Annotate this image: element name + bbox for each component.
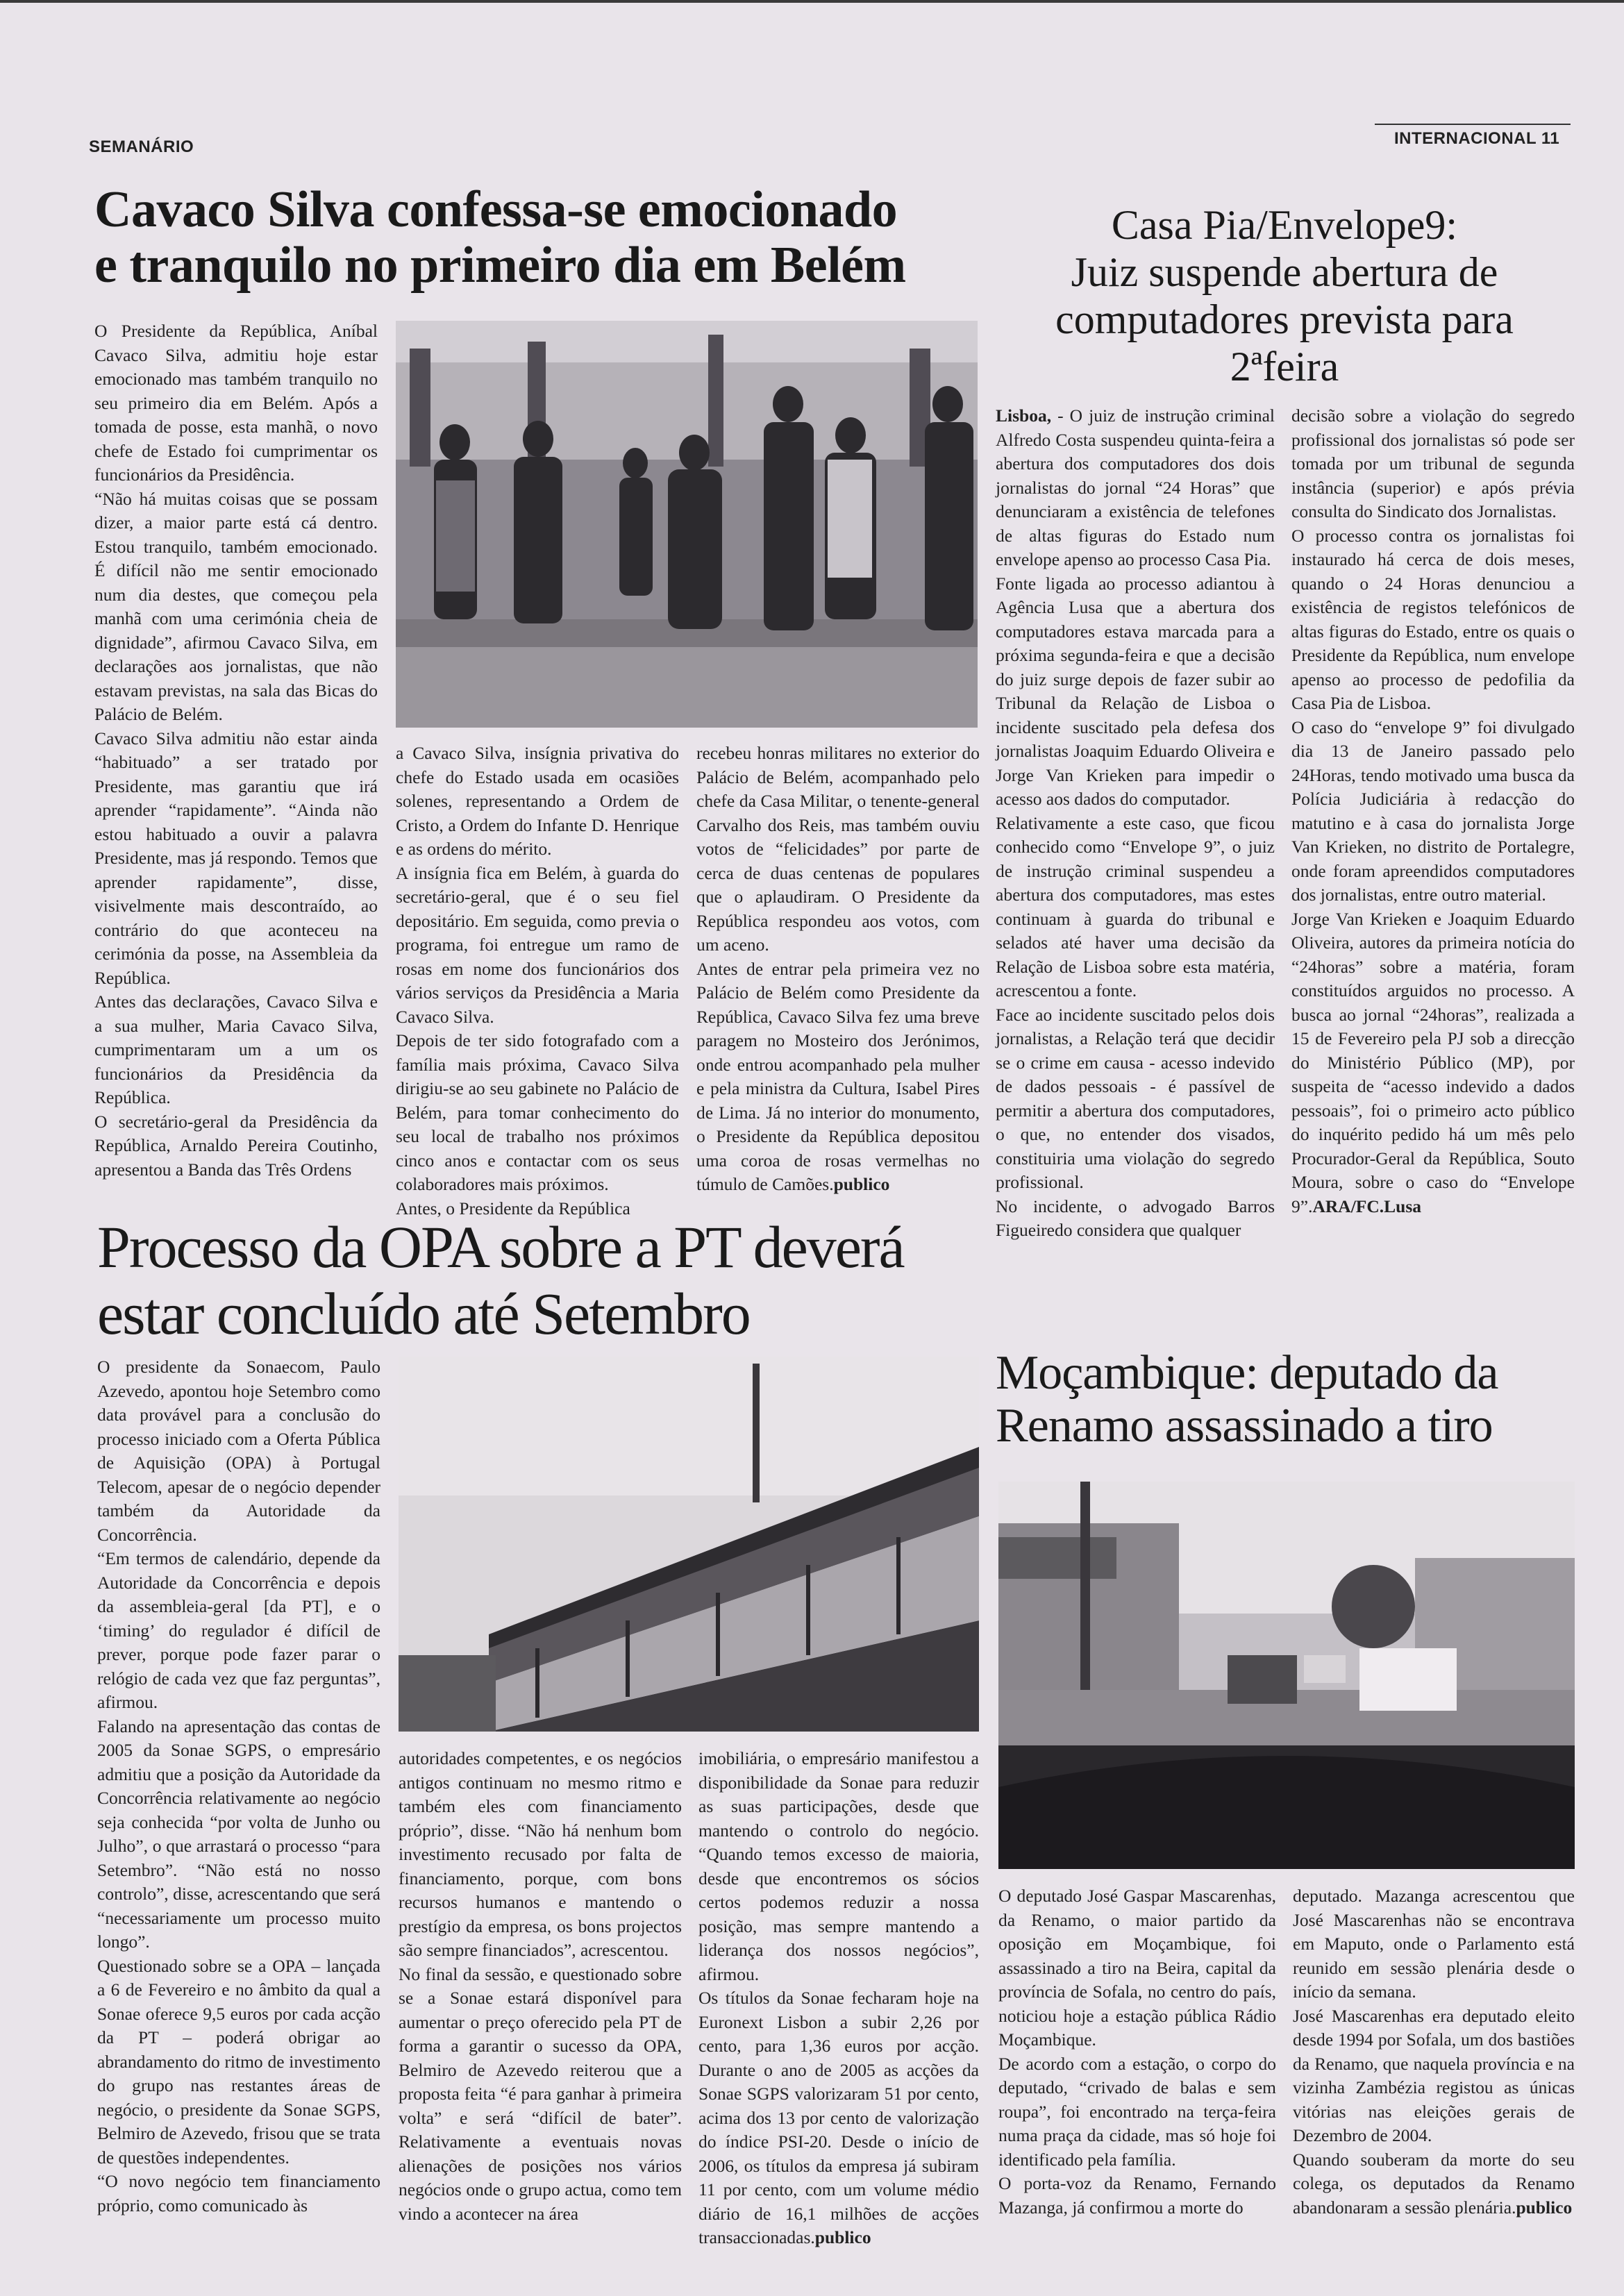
article3-headline-line1: Processo da OPA sobre a PT deverá xyxy=(97,1214,904,1280)
sonae-building-photo xyxy=(399,1357,979,1732)
paragraph: O deputado José Gaspar Mascarenhas, da Renamo, o maior partido da oposição em Moçambique, foi assassinado a tiro na Beira, capital da província de Sofala, no centro do país, noticiou hoje a estação pública Rádio Moçambique. xyxy=(998,1886,1276,2050)
paragraph xyxy=(1293,2148,1575,2220)
paragraph xyxy=(996,404,1275,572)
article4-column1 xyxy=(998,1884,1276,2220)
top-border xyxy=(0,0,1624,3)
section-label: INTERNACIONAL 11 xyxy=(1394,129,1560,148)
article1-headline-line2: e tranquilo no primeiro dia em Belém xyxy=(94,237,906,294)
paragraph: “O novo negócio tem financiamento próprio, como comunicado às xyxy=(97,2171,380,2215)
article1-column2 xyxy=(396,741,679,1221)
article3-column3 xyxy=(698,1747,979,2250)
paragraph: O secretário-geral da Presidência da República, Arnaldo Pereira Coutinho, apresentou a Banda das Três Ordens xyxy=(94,1111,378,1180)
article4-headline-line1: Moçambique: deputado da xyxy=(996,1346,1498,1400)
article1-signature: publico xyxy=(833,1174,890,1194)
paragraph-text: - O juiz de instrução criminal Alfredo Costa suspendeu quinta-feira a abertura dos computadores dos dois jornalistas do jornal “24 Horas” que denunciaram a existência de telefones de altas figuras do Estado num envelope apenso ao processo Casa Pia. xyxy=(996,405,1275,569)
paragraph xyxy=(698,1986,979,2250)
paragraph: O presidente da Sonaecom, Paulo Azevedo, apontou hoje Setembro como data provável para a conclusão do processo iniciado com a Oferta Pública de Aquisição (OPA) à Portugal Telecom, apesar de o negócio depender também da Autoridade da Concorrência. xyxy=(97,1357,380,1545)
article3-signature: publico xyxy=(814,2227,871,2247)
paragraph xyxy=(696,957,980,1197)
section-rule xyxy=(1375,124,1571,125)
article1-headline xyxy=(94,182,983,293)
paragraph: Questionado sobre se a OPA – lançada a 6 de Fevereiro e no âmbito da qual a Sonae oferece 9,5 euros por cada acção da PT – poderá obrigar ao abrandamento do ritmo de investimento do grupo nas restantes áreas de negócio, o presidente da Sonae SGPS, Belmiro de Azevedo, frisou que se trata de questões independentes. xyxy=(97,1955,380,2168)
article2-signature: ARA/FC.Lusa xyxy=(1312,1196,1422,1216)
paragraph: “Em termos de calendário, depende da Autoridade da Concorrência e depois da assembleia-geral [da PT], e o ‘timing’ do regulador é difícil de prever, porque pode fazer parar o relógio de cada vez que faz perguntas”, afirmou. xyxy=(97,1548,380,1712)
paragraph: imobiliária, o empresário manifestou a disponibilidade da Sonae para reduzir as suas participações, desde que mantendo o controlo do negócio. “Quando temos excesso de maioria, desde que encontremos os sócios certos podemos reduzir a nossa posição, mas sempre mantendo a liderança dos nossos negócios”, afirmou. xyxy=(698,1748,979,1984)
paragraph: deputado. Mazanga acrescentou que José Mascarenhas não se encontrava em Maputo, onde o Parlamento está reunido em sessão plenária desde o início da semana. xyxy=(1293,1886,1575,2002)
article2-headline-line: Casa Pia/Envelope9: xyxy=(1111,202,1458,248)
article2-headline-line: 2ªfeira xyxy=(1230,344,1339,389)
article1-column3 xyxy=(696,741,980,1197)
paragraph: No final da sessão, e questionado sobre se a Sonae estará disponível para aumentar o preço oferecido pela PT de forma a garantir o sucesso da OPA, Belmiro de Azevedo reiterou que a proposta feita “é para ganhar à primeira volta” e será “difícil de bater”. Relativamente a eventuais novas alienações de posições nos vários negócios onde o grupo actua, como tem vindo a acontecer na área xyxy=(399,1963,682,2224)
masthead: SEMANÁRIO xyxy=(89,137,194,156)
paragraph: O caso do “envelope 9” foi divulgado dia 13 de Janeiro passado pelo 24Horas, tendo motivado uma busca da Polícia Judiciária à redacção do matutino e à casa do jornalista Jorge Van Krieken, no distrito de Portalegre, onde foram apreendidos computadores dos jornalistas, entre outro material. xyxy=(1291,717,1575,905)
article4-headline xyxy=(996,1347,1586,1452)
article2-column1 xyxy=(996,404,1275,1243)
paragraph: recebeu honras militares no exterior do Palácio de Belém, acompanhado pelo chefe da Casa Militar, o tenente-general Carvalho dos Reis, mas também ouviu votos de “felicidades” por parte de cerca de duas centenas de populares que o aplaudiram. O Presidente da República respondeu aos votos, com um aceno. xyxy=(696,743,980,955)
paragraph: No incidente, o advogado Barros Figueiredo considera que qualquer xyxy=(996,1196,1275,1240)
paragraph: O Presidente da República, Aníbal Cavaco Silva, admitiu hoje estar emocionado mas também tranquilo no seu primeiro dia em Belém. Após a tomada de posse, esta manhã, o novo chefe de Estado foi cumprimentar os funcionários da Presidência. xyxy=(94,321,378,485)
article3-headline xyxy=(97,1214,993,1347)
article2-headline xyxy=(993,201,1576,390)
paragraph: a Cavaco Silva, insígnia privativa do chefe do Estado usada em ocasiões solenes, representando a Ordem de Cristo, a Ordem do Infante D. Henrique e as ordens do mérito. xyxy=(396,743,679,859)
paragraph: Depois de ter sido fotografado com a família mais próxima, Cavaco Silva dirigiu-se ao seu gabinete no Palácio de Belém, para tomar conhecimento do seu local de trabalho nos próximos cinco anos e contactar com os seus colaboradores mais próximos. xyxy=(396,1030,679,1194)
paragraph: autoridades competentes, e os negócios antigos continuam no mesmo ritmo e também eles com financiamento próprio”, disse. “Não há nenhum bom investimento recusado por falta de financiamento, porque, com bons recursos humanos e mantendo o prestígio da empresa, os bons projectos são sempre financiados”, acrescentou. xyxy=(399,1748,682,1960)
article3-column2 xyxy=(399,1747,682,2226)
article4-headline-line2: Renamo assassinado a tiro xyxy=(996,1399,1493,1452)
paragraph: Antes, o Presidente da República xyxy=(396,1198,630,1218)
paragraph: O processo contra os jornalistas foi instaurado há cerca de dois meses, quando o 24 Horas denunciou a existência de registos telefónicos de altas figuras do Estado, entre os quais o Presidente da República, num envelope apenso ao processo de pedofilia da Casa Pia de Lisboa. xyxy=(1291,525,1575,713)
beira-street-photo xyxy=(998,1482,1575,1869)
paragraph: De acordo com a estação, o corpo do deputado, “crivado de balas e sem roupa”, foi encontrado na terça-feira numa praça da cidade, mas só hoje foi identificado pela família. xyxy=(998,2053,1276,2170)
paragraph: Falando na apresentação das contas de 2005 da Sonae SGPS, o empresário admitiu que a posição da Autoridade da Concorrência relativamente ao negócio seja conhecida “por volta de Junho ou Julho”, o que arrastará o processo “para Setembro”. “Não está no nosso controlo”, disse, acrescentando que será “necessariamente um processo muito longo”. xyxy=(97,1716,380,1952)
paragraph-text: Os títulos da Sonae fecharam hoje na Euronext Lisbon a subir 2,26 por cento, para 1,36 euros por acção. Durante o ano de 2005 as acções da Sonae SGPS valorizaram 51 por cento, acima dos 13 por cento de valorização do índice PSI-20. Desde o início de 2006, os títulos da empresa já subiram 11 por cento, com um volume médio diário de 16,1 milhões de acções transaccionadas. xyxy=(698,1988,979,2247)
article4-column2 xyxy=(1293,1884,1575,2220)
paragraph-text: Antes de entrar pela primeira vez no Palácio de Belém como Presidente da República, Cavaco Silva fez uma breve paragem no Mosteiro dos Jerónimos, onde entrou acompanhado pela mulher e pela ministra da Cultura, Isabel Pires de Lima. Já no interior do monumento, o Presidente da República depositou uma coroa de rosas vermelhas no túmulo de Camões. xyxy=(696,958,980,1194)
article3-column1 xyxy=(97,1355,380,2218)
paragraph-text: Quando souberam da morte do seu colega, os deputados da Renamo abandonaram a sessão plenária. xyxy=(1293,2149,1575,2218)
paragraph-text: Jorge Van Krieken e Joaquim Eduardo Oliveira, autores da primeira notícia do “24horas” sobre a matéria, foram constituídos arguidos no processo. A busca ao jornal “24horas”, realizada a 15 de Fevereiro pela PJ sob a direcção do Ministério Público (MP), por suspeita de “acesso indevido a dados pessoais”, foi o primeiro acto público do inquérito pedido há um mês pelo Procurador-Geral da República, Souto Moura, sobre o caso do “Envelope 9”. xyxy=(1291,908,1575,1216)
cavaco-family-photo xyxy=(396,321,978,728)
paragraph: A insígnia fica em Belém, à guarda do secretário-geral, que é o seu fiel depositário. Em seguida, como previa o programa, foi entregue um ramo de rosas em nome dos funcionários dos vários serviços da Presidência a Maria Cavaco Silva. xyxy=(396,862,679,1027)
paragraph: José Mascarenhas era deputado eleito desde 1994 por Sofala, um dos bastiões da Renamo, que naquela província e na vizinha Zambézia registou as únicas vitórias nas eleições gerais de Dezembro de 2004. xyxy=(1293,2005,1575,2145)
article3-headline-line2: estar concluído até Setembro xyxy=(97,1280,750,1347)
article2-headline-line: Juiz suspende abertura de xyxy=(1071,249,1498,295)
article2-column2 xyxy=(1291,404,1575,1218)
paragraph: O porta-voz da Renamo, Fernando Mazanga, já confirmou a morte do xyxy=(998,2173,1276,2218)
paragraph: Fonte ligada ao processo adiantou à Agência Lusa que a abertura dos computadores estava marcada para a próxima segunda-feira e que a decisão do juiz surge depois de fazer subir ao Tribunal da Relação de Lisboa o incidente suscitado pela defesa dos jornalistas Joaquim Eduardo Oliveira e Jorge Van Krieken para impedir o acesso aos dados do computador. xyxy=(996,573,1275,809)
article2-headline-line: computadores prevista para xyxy=(1055,296,1514,342)
article4-signature: publico xyxy=(1516,2197,1573,2218)
paragraph: “Não há muitas coisas que se possam dizer, a maior parte está cá dentro. Estou tranquilo, também emocionado. É difícil não me sentir emocionado num dia destes, que começou pela manhã com uma cerimónia cheia de dignidade”, afirmou Cavaco Silva, em declarações aos jornalistas, que não estavam previstas, na sala das Bicas do Palácio de Belém. xyxy=(94,488,378,724)
paragraph xyxy=(1291,907,1575,1219)
paragraph: Antes das declarações, Cavaco Silva e a sua mulher, Maria Cavaco Silva, cumprimentaram um a um os funcionários da Presidência da República. xyxy=(94,991,378,1107)
article1-column1 xyxy=(94,319,378,1182)
paragraph: decisão sobre a violação do segredo profissional dos jornalistas só pode ser tomada por um tribunal de segunda instância (superior) e após prévia consulta do Sindicato dos Jornalistas. xyxy=(1291,405,1575,521)
paragraph: Relativamente a este caso, que ficou conhecido como “Envelope 9”, o juiz de instrução criminal suspendeu a abertura dos computadores, mas estes continuam à guarda do tribunal e selados até haver uma decisão da Relação de Lisboa sobre esta matéria, acrescentou a fonte. xyxy=(996,812,1275,1000)
paragraph: Face ao incidente suscitado pelos dois jornalistas, a Relação terá que decidir se o crime em causa - acesso indevido de dados pessoais - é passível de permitir a abertura dos computadores, o que, no entender dos visados, constituiria uma violação do segredo profissional. xyxy=(996,1004,1275,1192)
paragraph: Cavaco Silva admitiu não estar ainda “habituado” a ser tratado por Presidente, mas garantiu que irá aprender “rapidamente”. “Ainda não estou habituado a ouvir a palavra Presidente, mas já respondo. Temos que aprender rapidamente”, disse, visivelmente mais descontraído, ao contrário do que aconteceu na cerimónia da posse, na Assembleia da República. xyxy=(94,728,378,988)
dateline: Lisboa, xyxy=(996,405,1052,426)
article1-headline-line1: Cavaco Silva confessa-se emocionado xyxy=(94,181,898,238)
